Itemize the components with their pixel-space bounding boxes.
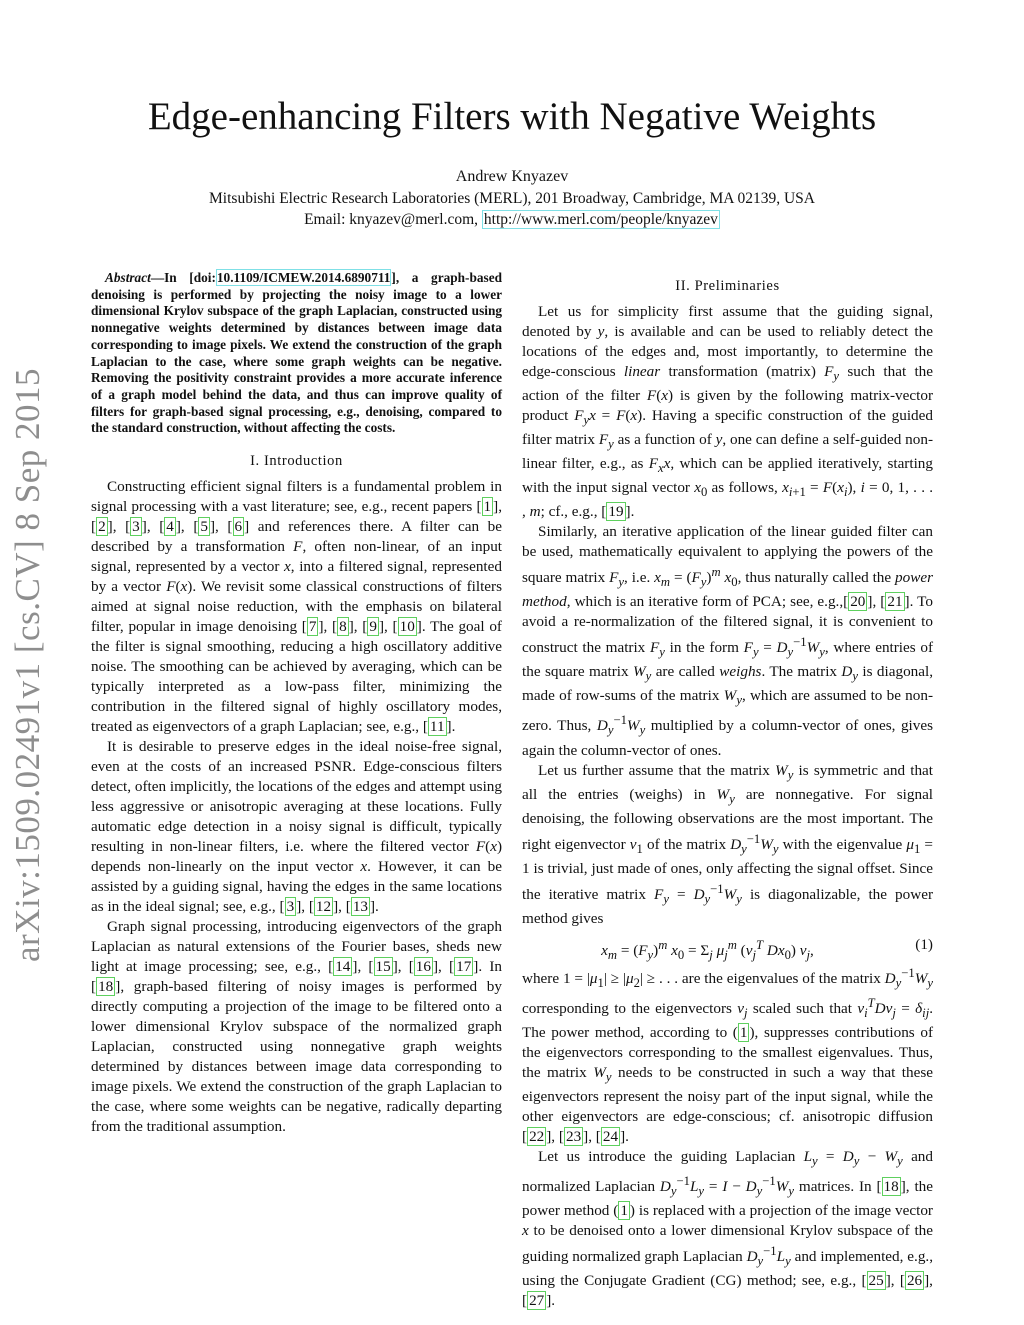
right-column — [522, 270, 933, 1311]
citation-link[interactable]: 16 — [415, 958, 431, 976]
citation-link[interactable]: 17 — [456, 958, 472, 976]
prelim-paragraph-3: Let us further assume that the matrix $W_y$ is symmetric and that all the entries (weighs) in $W_y$ are nonnegative. For signal denoising, the following observations are the most important. The right eigenvector $v_1$ of the matrix $D_y^{-1}W_y$ with the eigenvalue $\mu_1 = 1$ is trivial, just made of ones, only affecting the signal offset. Since the iterative matrix $F_y = D_y^{-1}W_y$ is diagonalizable, the power method gives — [522, 761, 934, 927]
citation-link[interactable]: 12 — [315, 898, 332, 916]
author-affiliation: Mitsubishi Electric Research Laboratories (MERL), 201 Broadway, Cambridge, MA 02139, USA — [209, 190, 815, 207]
section-heading-introduction: I. Introduction — [250, 453, 343, 470]
equation-link[interactable]: 1 — [739, 1023, 748, 1041]
citation-link[interactable]: 19 — [608, 503, 624, 521]
equation-number: (1) — [915, 935, 933, 953]
prelim-paragraph-2: Similarly, an iterative application of the linear guided filter can be used, mathematically equivalent to applying the powers of the square matrix $F_y$, i.e. $x_m = (F_y)^m$ $x_0$, thus naturally called the power method, which is an iterative form of PCA; see, e.g.,[ 20 ], [ 21 ]. To avoid a re-normalization of the filtered signal, it is convenient to construct the matrix $F_y$ in the form $F_y = D_y^{-1}W_y$, where entries of the square matrix $W_y$ are called weighs. The matrix $D_y$ is diagonal, made of row-sums of the matrix $W_y$, which are assumed to be non-zero. Thus, $D_y^{-1}W_y$ multiplied by a column-vector of ones, gives again the column-vector of ones. — [522, 523, 934, 759]
citation-link[interactable]: 10 — [399, 618, 415, 636]
author-email-line — [0, 211, 1024, 229]
citation-link[interactable]: 4 — [166, 518, 174, 536]
arxiv-stamp-text: arXiv:1509.02491v1 [cs.CV] 8 Sep 2015 — [8, 367, 48, 963]
citation-link[interactable]: 7 — [308, 618, 317, 636]
citation-link[interactable]: 9 — [369, 618, 377, 636]
citation-link[interactable]: 11 — [429, 718, 445, 736]
citation-link[interactable]: 23 — [565, 1127, 582, 1145]
prelim-paragraph-1: Let us for simplicity first assume that the guiding signal, denoted by y, is available and can be used to reliably detect the locations of the edges and, most importantly, to determine the edge-conscious linear transformation (matrix) $F_y$ such that the action of the filter F(x) is given by the following matrix-vector product $F_yx = F(x)$. Having a specific construction of the guided filter matrix $F_y$ as a function of y, one can define a self-guided non-linear filter, e.g., as $F_xx$, which can be applied iteratively, starting with the input signal vector $x_0$ as follows, $x_{i+1} = F(x_i)$, i = 0, 1, . . . , m; cf., e.g., [ 19 ]. — [522, 303, 934, 521]
equation-body: $x_m = (F_y)^m$ $x_0 = \Sigma_j$ $\mu_j^m$ ($v_j^T$ $Dx_0$) $v_j$, — [601, 937, 814, 962]
citation-link[interactable]: 20 — [850, 593, 866, 611]
citation-link[interactable]: 3 — [132, 518, 140, 536]
author-name: Andrew Knyazev — [455, 168, 569, 185]
citation-link[interactable]: 6 — [234, 518, 243, 536]
citation-link[interactable]: 22 — [529, 1127, 545, 1145]
arxiv-stamp — [4, 320, 52, 1010]
prelim-paragraph-4: where $1 = |\mu_1| \ge |\mu_2|$ ≥ . . . are the eigenvalues of the matrix $D_y^{-1}W_y$ corresponding to the eigenvectors $v_j$ scaled such that $v_i^TDv_j = \delta_{ij}$. The power method, according to ( 1 ), suppresses contributions of the eigenvectors corresponding to the smallest eigenvalues. Thus, the matrix $W_y$ needs to be constructed in such a way that these eigenvectors represent the noisy part of the input signal, while the other eigenvectors are edge-conscious; cf. anisotropic diffusion [ 22 ], [ 23 ], [ 24 ]. — [522, 965, 934, 1145]
citation-link[interactable]: 1 — [483, 498, 492, 516]
intro-paragraph-3: Graph signal processing, introducing eigenvectors of the graph Laplacian as natural extensions of the Fourier bases, sheds new light at image processing; see, e.g., [ 14 ], [ 15 ], [ 16 ], [ 17 ]. In [ 18 ], graph-based filtering of noisy images is performed by directly computing a projection of the image to be filtered onto a lower dimensional Krylov subspace of the normalized graph Laplacian, constructed using nonnegative graph weights determined by distances between image data corresponding to image pixels. We extend the construction of the graph Laplacian to the case, where some weights can be negative, radically departing from the traditional assumption. — [91, 918, 502, 1136]
citation-link[interactable]: 25 — [868, 1272, 884, 1290]
left-column — [91, 270, 502, 1137]
doi-link[interactable]: 10.1109/ICMEW.2014.6890711 — [216, 270, 391, 285]
citation-link[interactable]: 18 — [98, 978, 114, 996]
citation-link[interactable]: 3 — [286, 898, 295, 916]
equation-link[interactable]: 1 — [620, 1202, 628, 1220]
homepage-link[interactable]: http://www.merl.com/people/knyazev — [483, 211, 718, 228]
equation-1 — [522, 935, 933, 962]
abstract: Abstract—In [doi:10.1109/ICMEW.2014.6890711], a graph-based denoising is performed by projecting the noisy image to a lower dimensional Krylov subspace of the graph Laplacian, constructed using nonnegative weights determined by distances between image data corresponding to image pixels. We extend the construction of the graph Laplacian to the case, where some graph weights can be negative. Removing the positivity constraint provides a more accurate inference of a graph model behind the data, and thus can improve quality of filters for graph-based signal processing, e.g., denoising, compared to the standard construction, without affecting the costs. — [91, 270, 502, 436]
email-text: Email: knyazev@merl.com, — [304, 211, 479, 228]
citation-link[interactable]: 27 — [529, 1292, 545, 1310]
paper-title: Edge-enhancing Filters with Negative Weights — [147, 95, 877, 138]
citation-link[interactable]: 5 — [200, 518, 208, 536]
section-heading-preliminaries: II. Preliminaries — [675, 278, 780, 294]
citation-link[interactable]: 8 — [339, 618, 347, 636]
citation-link[interactable]: 18 — [883, 1178, 899, 1196]
citation-link[interactable]: 21 — [887, 593, 903, 611]
citation-link[interactable]: 24 — [602, 1127, 619, 1145]
intro-paragraph-2: It is desirable to preserve edges in the ideal noise-free signal, even at the costs of an increased PSNR. Edge-conscious filters detect, often implicitly, the locations of the edges and attempt using less aggressive or anisotropic averaging at these locations. Fully automatic edge detection in a noisy signal is difficult, typically resulting in non-linear filters, i.e. where the filtered vector F(x) depends non-linearly on the input vector x. However, it can be assisted by a guiding signal, having the edges in the same locations as in the ideal signal; see, e.g., [ 3 ], [ 12 ], [ 13 ]. — [91, 738, 503, 916]
abstract-label: Abstract — [105, 270, 151, 285]
citation-link[interactable]: 14 — [335, 958, 351, 976]
prelim-paragraph-5: Let us introduce the guiding Laplacian $L_y = D_y - W_y$ and normalized Laplacian $D_y^{-1}L_y = I - D_y^{-1}W_y$ matrices. In [ 18 ], the power method ( 1 ) is replaced with a projection of the image vector x to be denoised onto a lower dimensional Krylov subspace of the guiding normalized graph Laplacian $D_y^{-1}L_y$ and implemented, e.g., using the Conjugate Gradient (CG) method; see, e.g., [ 25 ], [ 26 ], [ 27 ]. — [522, 1147, 934, 1310]
citation-link[interactable]: 26 — [906, 1272, 923, 1290]
citation-link[interactable]: 15 — [375, 958, 391, 976]
citation-link[interactable]: 13 — [352, 898, 368, 916]
intro-paragraph-1: Constructing efficient signal filters is a fundamental problem in signal processing with a vast literature; see, e.g., recent papers [ 1 ], [ 2 ], [ 3 ], [ 4 ], [ 5 ], [ 6 ] and references there. A filter can be described by a transformation F, often non-linear, of an input signal, represented by a vector x, into a filtered signal, represented by a vector F(x). We revisit some classical constructions of filters aimed at signal noise reduction, with the emphasis on bilateral filter, popular in image denoising [ 7 ], [ 8 ], [ 9 ], [ 10 ]. The goal of the filter is signal smoothing, reducing a high oscillatory additive noise. The smoothing can be achieved by averaging, which can be typically interpreted as a low-pass filter, minimizing the contribution in the filtered signal of highly oscillatory modes, treated as eigenvectors of a graph Laplacian; see, e.g., [ 11 ]. — [91, 478, 503, 736]
citation-link[interactable]: 2 — [98, 518, 106, 536]
